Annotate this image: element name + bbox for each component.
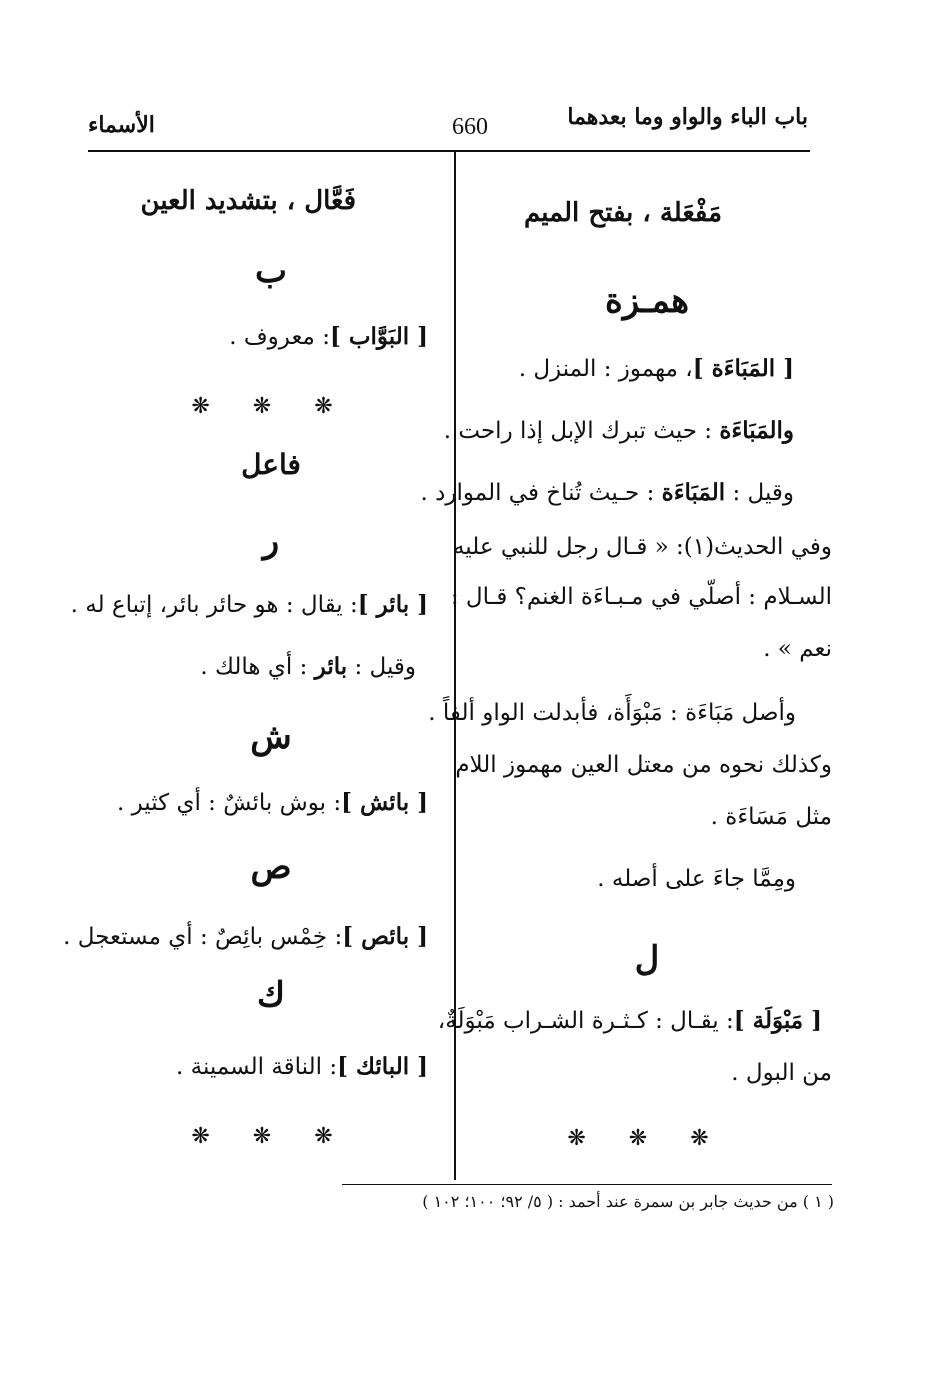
entry-line: ومِمَّا جاءَ على أصله .	[597, 866, 796, 892]
entry-headword: [ مَبْوَلَة ]	[733, 1007, 822, 1034]
entry-line: وقيل : بائر : أي هالك .	[200, 653, 416, 680]
entry-line: [ مَبْوَلَة ]: يقـال : كـثـرة الشـراب مَبْوَلَةٌ،	[437, 1007, 822, 1034]
running-head-chapter: باب الباء والواو وما بعدهما	[567, 104, 808, 130]
entry-line: [ البَوَّاب ]: معروف .	[229, 323, 428, 350]
entry-line: [ بائص ]: خِمْس بائِصٌ : أي مستعجل .	[63, 923, 428, 950]
entry-headword: [ بائش ]	[341, 789, 428, 816]
entry-line: السـلام : أصلّي في مـبـاءَة الغنم؟ قـال :	[450, 584, 832, 610]
left-column-title: فَعَّال ، بتشديد العين	[140, 186, 356, 216]
entry-line: [ بائش ]: بوش بائشٌ : أي كثير .	[116, 789, 428, 816]
running-head-section: الأسماء	[88, 112, 155, 138]
entry-line: والمَبَاءَة : حيث تبرك الإبل إذا راحت .	[443, 417, 794, 444]
entry-headword: [ بائر ]	[357, 591, 428, 618]
section-heading-faail: فاعل	[241, 448, 301, 481]
entry-headword: [ البائك ]	[337, 1053, 428, 1080]
right-column-title: مَفْعَلة ، بفتح الميم	[523, 198, 722, 228]
section-separator-stars: ❋ ❋ ❋	[191, 1124, 351, 1149]
entry-line: [ المَبَاءَة ]، مهموز : المنزل .	[518, 355, 794, 382]
entry-line: مثل مَسَاءَة .	[710, 804, 832, 830]
entry-headword: بائر	[314, 653, 348, 680]
entry-headword: والمَبَاءَة	[719, 417, 794, 444]
entry-headword: [ بائص ]	[342, 923, 428, 950]
entry-headword: [ البَوَّاب ]	[329, 323, 428, 350]
section-heading-kaf: ك	[256, 975, 286, 1015]
left-column	[63, 150, 446, 1170]
footnote-rule	[342, 1184, 832, 1185]
section-heading-sad: ص	[250, 847, 292, 887]
entry-line: وفي الحديث(١): « قـال رجل للنبي عليه	[452, 534, 832, 560]
entry-headword: [ المَبَاءَة ]	[692, 355, 794, 382]
footnote: ( ١ ) من حديث جابر بن سمرة عند أحمد : ( ٥/ ٩٢؛ ١٠٠؛ ١٠٢ )	[422, 1192, 834, 1211]
entry-headword: المَبَاءَة	[661, 479, 726, 506]
section-heading-hamza: همـزة	[604, 281, 690, 321]
entry-line: وقيل : المَبَاءَة : حـيث تُناخ في الموارد .	[420, 479, 794, 506]
entry-line: وأصل مَبَاءَة : مَبْوَأَة، فأبدلت الواو ألفاً .	[428, 700, 796, 726]
entry-line: [ البائك ]: الناقة السمينة .	[175, 1053, 428, 1080]
section-separator-stars: ❋ ❋ ❋	[567, 1126, 727, 1151]
section-heading-shin: ش	[250, 717, 292, 757]
section-heading-ba: ب	[254, 251, 287, 291]
entry-line: [ بائر ]: يقال : هو حائر بائر، إتباع له .	[70, 591, 428, 618]
entry-line: نعم » .	[763, 636, 832, 662]
right-column	[420, 150, 832, 1170]
section-heading-ra: ر	[262, 521, 280, 561]
entry-line: وكذلك نحوه من معتل العين مهموز اللام	[455, 752, 832, 778]
section-separator-stars: ❋ ❋ ❋	[191, 394, 351, 419]
entry-line: من البول .	[731, 1060, 832, 1086]
page-number: 660	[452, 114, 488, 140]
section-heading-lam: ل	[634, 939, 660, 979]
